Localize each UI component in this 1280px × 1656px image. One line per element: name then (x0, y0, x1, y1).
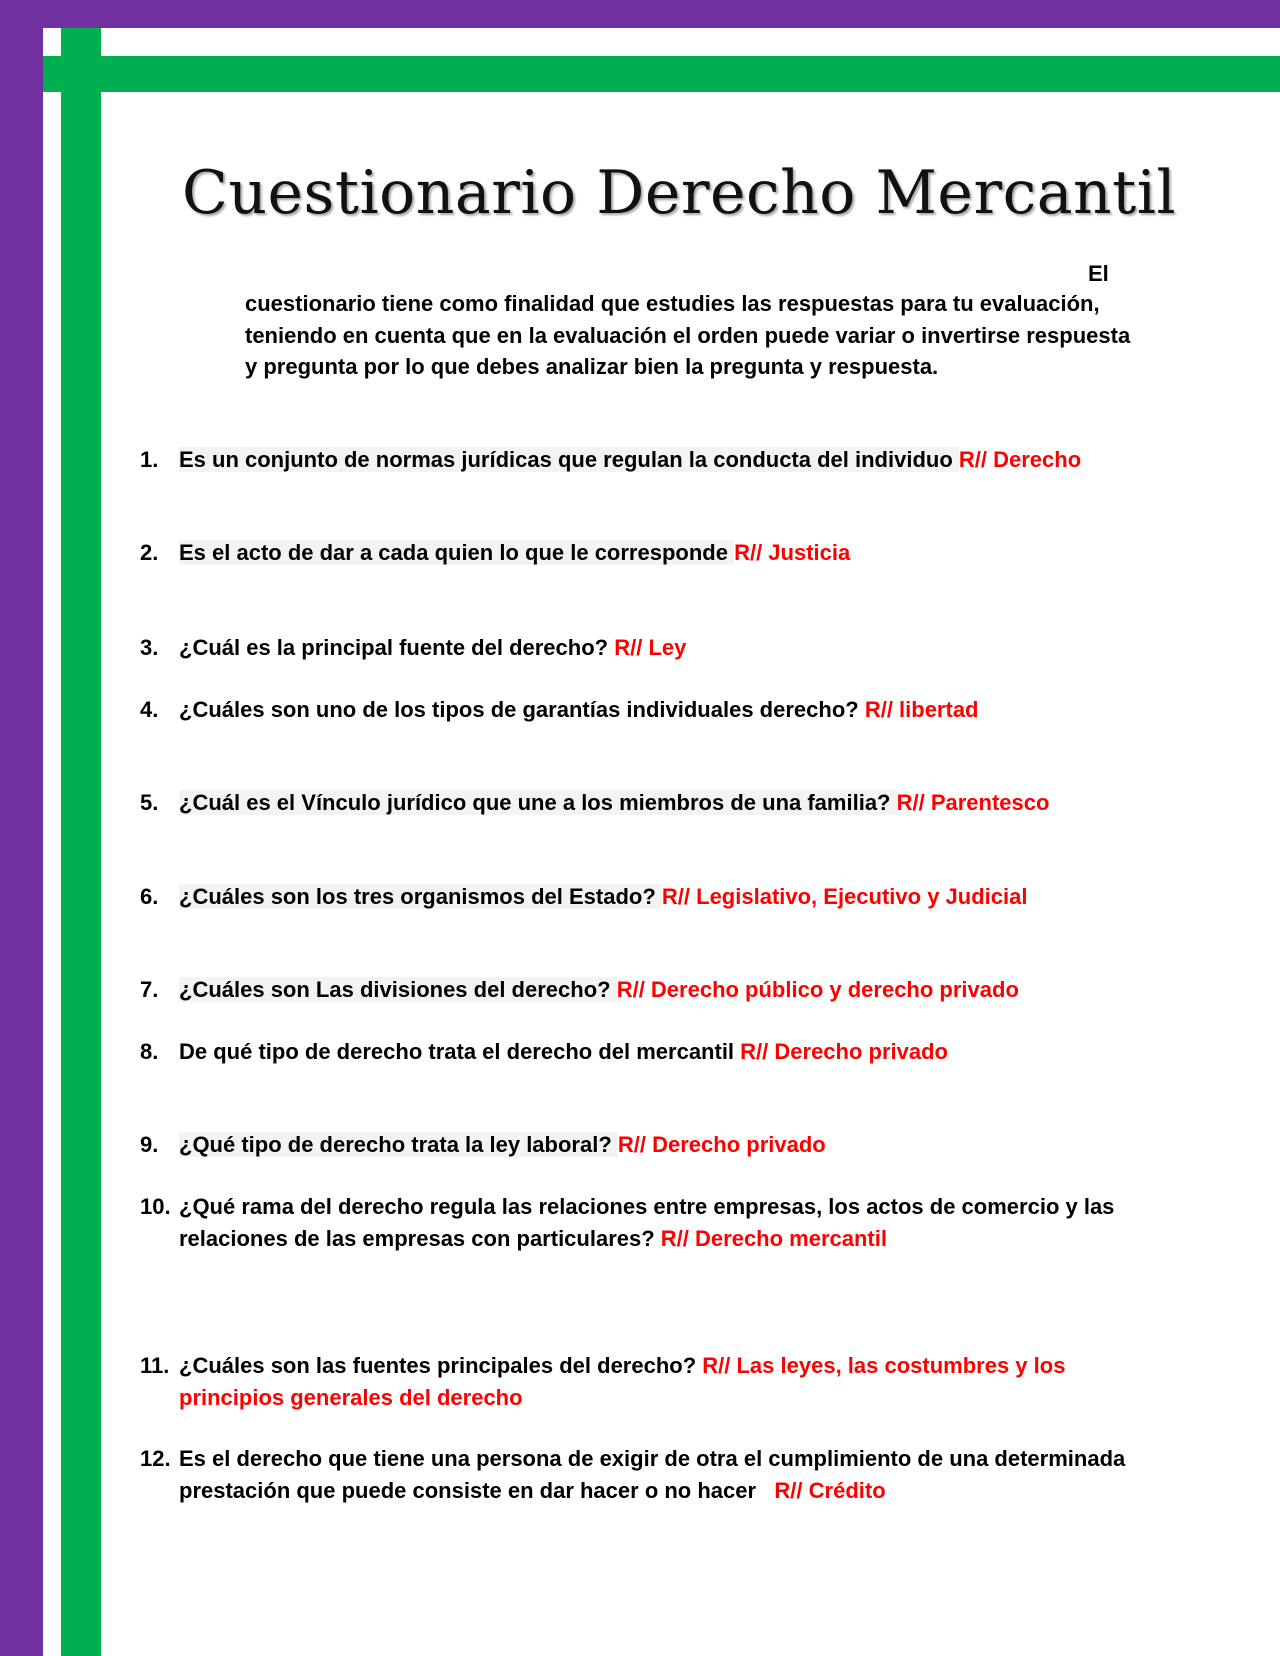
question-item-7 (140, 974, 1150, 1006)
question-item-2 (140, 537, 1150, 569)
question-item-5 (140, 787, 1150, 819)
question-number: 3. (140, 635, 159, 660)
answer-text: R// Parentesco (896, 790, 1050, 815)
question-text: ¿Cuál es el Vínculo jurídico que une a los miembros de una familia? (179, 790, 897, 815)
question-item-8 (140, 1036, 1150, 1068)
purple-top-border (0, 0, 1280, 28)
question-text: ¿Cuáles son las fuentes principales del derecho? (179, 1353, 703, 1378)
question-item-10 (140, 1191, 1150, 1254)
question-text: ¿Cuáles son los tres organismos del Estado? (179, 884, 662, 909)
question-item-6 (140, 881, 1150, 913)
question-text: De qué tipo de derecho trata el derecho del mercantil (179, 1039, 741, 1064)
answer-text: R// Derecho privado (740, 1039, 948, 1064)
question-item-11 (140, 1350, 1150, 1413)
question-text: ¿Cuáles son Las divisiones del derecho? (179, 977, 617, 1002)
page-title: Cuestionario Derecho Mercantil (182, 158, 1177, 228)
question-number: 10. (140, 1194, 171, 1219)
question-item-3 (140, 632, 1150, 664)
question-number: 7. (140, 977, 159, 1002)
green-top-border (43, 56, 1280, 92)
question-text: ¿Qué rama del derecho regula las relaciones entre empresas, los actos de comercio y las relaciones de las empresas con particulares? (179, 1194, 1115, 1251)
question-text: ¿Cuál es la principal fuente del derecho? (179, 635, 615, 660)
answer-text: R// Ley (614, 635, 687, 660)
question-number: 1. (140, 447, 159, 472)
intro-first-word: El (1088, 261, 1109, 286)
answer-text: R// Derecho privado (617, 1132, 826, 1157)
question-number: 5. (140, 790, 159, 815)
question-number: 8. (140, 1039, 159, 1064)
question-item-9 (140, 1129, 1150, 1161)
intro-paragraph: cuestionario tiene como finalidad que estudies las respuestas para tu evaluación, teniendo en cuenta que en la evaluación el orden puede variar o invertirse respuesta y pregunta por lo que debes analizar bien la pregunta y respuesta. (245, 291, 1131, 379)
question-item-1 (140, 444, 1150, 476)
answer-text: R// libertad (864, 697, 979, 722)
question-item-12 (140, 1443, 1150, 1506)
question-number: 12. (140, 1446, 171, 1471)
answer-text: R// Justicia (734, 540, 851, 565)
question-number: 11. (140, 1353, 170, 1378)
question-number: 2. (140, 540, 159, 565)
answer-text: R// Las leyes, las costumbres y los principios generales del derecho (179, 1353, 1066, 1410)
question-number: 6. (140, 884, 159, 909)
green-left-border (61, 28, 101, 1656)
question-number: 9. (140, 1132, 159, 1157)
question-item-4 (140, 694, 1150, 726)
answer-text: R// Derecho (958, 447, 1082, 472)
question-text: ¿Cuáles son uno de los tipos de garantías individuales derecho? (179, 697, 865, 722)
answer-text: R// Derecho público y derecho privado (616, 977, 1019, 1002)
question-text: Es el derecho que tiene una persona de exigir de otra el cumplimiento de una determinada prestación que puede consiste en dar hacer o no hacer (179, 1446, 1132, 1503)
question-text: Es un conjunto de normas jurídicas que regulan la conducta del individuo (179, 447, 959, 472)
answer-text: R// Crédito (774, 1477, 886, 1503)
question-text: Es el acto de dar a cada quien lo que le corresponde (179, 540, 735, 565)
purple-left-border (0, 0, 43, 1656)
answer-text: R// Legislativo, Ejecutivo y Judicial (661, 884, 1028, 909)
question-text: ¿Qué tipo de derecho trata la ley laboral? (179, 1132, 618, 1157)
question-number: 4. (140, 697, 159, 722)
answer-text: R// Derecho mercantil (660, 1225, 887, 1251)
